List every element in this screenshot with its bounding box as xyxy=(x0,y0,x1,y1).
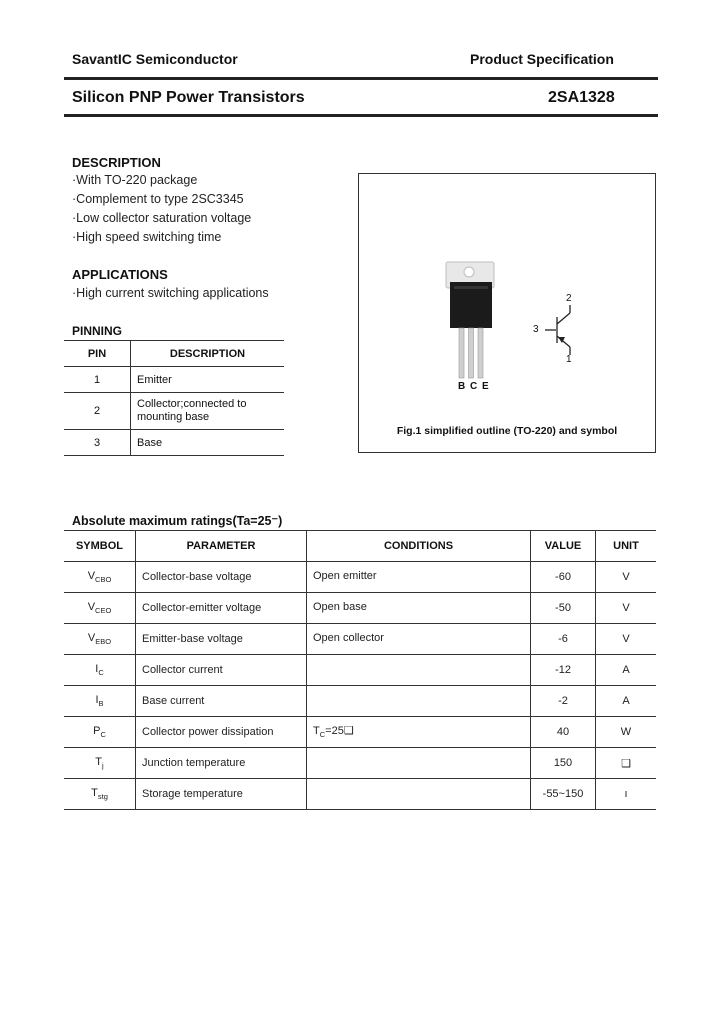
pin-description: Collector;connected to mounting base xyxy=(131,393,285,430)
table-row xyxy=(64,562,656,593)
table-row xyxy=(64,717,656,748)
table-row xyxy=(64,367,284,393)
rating-symbol: $I_B$ xyxy=(64,686,136,717)
rating-symbol: $T_j$ xyxy=(64,748,136,779)
table-row xyxy=(64,779,656,810)
applications-item: ·High current switching applications xyxy=(72,286,269,300)
header-symbol: SYMBOL xyxy=(64,531,136,562)
pinning-title: PINNING xyxy=(72,324,123,338)
rating-value: -2 xyxy=(531,686,596,717)
rating-symbol: $I_C$ xyxy=(64,655,136,686)
pin-number: 2 xyxy=(64,393,131,430)
pinning-header-pin: PIN xyxy=(64,341,131,367)
rating-condition: $T_C=25❑$ xyxy=(307,717,531,748)
ratings-title: Absolute maximum ratings(Ta=25⁻) xyxy=(72,514,283,528)
rating-parameter: Emitter-base voltage xyxy=(136,624,307,655)
rating-parameter: Collector power dissipation xyxy=(136,717,307,748)
rating-value: -6 xyxy=(531,624,596,655)
header-conditions: CONDITIONS xyxy=(307,531,531,562)
pin-description: Base xyxy=(131,430,285,456)
rating-value: 150 xyxy=(531,748,596,779)
table-row xyxy=(64,748,656,779)
pin-description: Emitter xyxy=(131,367,285,393)
rating-value: -55~150 xyxy=(531,779,596,810)
ratings-header-row xyxy=(64,531,656,562)
description-item: ·High speed switching time xyxy=(72,230,222,244)
rating-unit: A xyxy=(596,686,657,717)
pin-number: 3 xyxy=(64,430,131,456)
rating-condition xyxy=(307,655,531,686)
pinning-table xyxy=(64,340,284,456)
ratings-table xyxy=(64,530,656,810)
document-type: Product Specification xyxy=(470,51,614,67)
rating-condition xyxy=(307,686,531,717)
symbol-pin-collector: 2 xyxy=(566,293,572,304)
symbol-pin-base: 3 xyxy=(533,324,539,335)
rating-unit: A xyxy=(596,655,657,686)
pin-number: 1 xyxy=(64,367,131,393)
rating-parameter: Storage temperature xyxy=(136,779,307,810)
rating-unit: V xyxy=(596,593,657,624)
rating-parameter: Collector-base voltage xyxy=(136,562,307,593)
rating-value: -50 xyxy=(531,593,596,624)
pinning-header-row xyxy=(64,341,284,367)
applications-title: APPLICATIONS xyxy=(72,267,168,282)
to220-package-image xyxy=(359,174,655,414)
rating-condition xyxy=(307,779,531,810)
rating-unit: ❑ xyxy=(596,748,657,779)
header-parameter: PARAMETER xyxy=(136,531,307,562)
table-row xyxy=(64,393,284,430)
rating-symbol: $P_C$ xyxy=(64,717,136,748)
description-item: ·Low collector saturation voltage xyxy=(72,211,252,225)
rating-parameter: Base current xyxy=(136,686,307,717)
rating-symbol: $T_{stg}$ xyxy=(64,779,136,810)
description-item: ·With TO-220 package xyxy=(72,173,198,187)
rating-condition: Open emitter xyxy=(307,562,531,593)
lead-labels: B C E xyxy=(458,381,490,392)
figure-box xyxy=(358,173,656,453)
table-row xyxy=(64,430,284,456)
header-rule-bottom xyxy=(64,114,658,117)
rating-unit: W xyxy=(596,717,657,748)
figure-caption: Fig.1 simplified outline (TO-220) and symbol xyxy=(396,425,618,437)
symbol-pin-emitter: 1 xyxy=(566,354,572,365)
table-row xyxy=(64,593,656,624)
pinning-header-description: DESCRIPTION xyxy=(131,341,285,367)
rating-unit: V xyxy=(596,562,657,593)
rating-symbol: $V_{CBO}$ xyxy=(64,562,136,593)
table-row xyxy=(64,686,656,717)
rating-value: -12 xyxy=(531,655,596,686)
rating-unit: V xyxy=(596,624,657,655)
table-row xyxy=(64,624,656,655)
header-unit: UNIT xyxy=(596,531,657,562)
rating-condition xyxy=(307,748,531,779)
rating-parameter: Junction temperature xyxy=(136,748,307,779)
description-item: ·Complement to type 2SC3345 xyxy=(72,192,244,206)
rating-condition: Open base xyxy=(307,593,531,624)
header-rule-top xyxy=(64,77,658,80)
product-line: Silicon PNP Power Transistors xyxy=(72,89,305,106)
rating-value: 40 xyxy=(531,717,596,748)
part-number: 2SA1328 xyxy=(548,89,615,106)
rating-unit: ı xyxy=(596,779,657,810)
company-name: SavantIC Semiconductor xyxy=(72,51,238,67)
table-row xyxy=(64,655,656,686)
rating-symbol: $V_{EBO}$ xyxy=(64,624,136,655)
rating-condition: Open collector xyxy=(307,624,531,655)
description-title: DESCRIPTION xyxy=(72,155,161,170)
rating-parameter: Collector current xyxy=(136,655,307,686)
header-value: VALUE xyxy=(531,531,596,562)
rating-parameter: Collector-emitter voltage xyxy=(136,593,307,624)
pnp-transistor-symbol xyxy=(545,305,570,355)
rating-value: -60 xyxy=(531,562,596,593)
rating-symbol: $V_{CEO}$ xyxy=(64,593,136,624)
